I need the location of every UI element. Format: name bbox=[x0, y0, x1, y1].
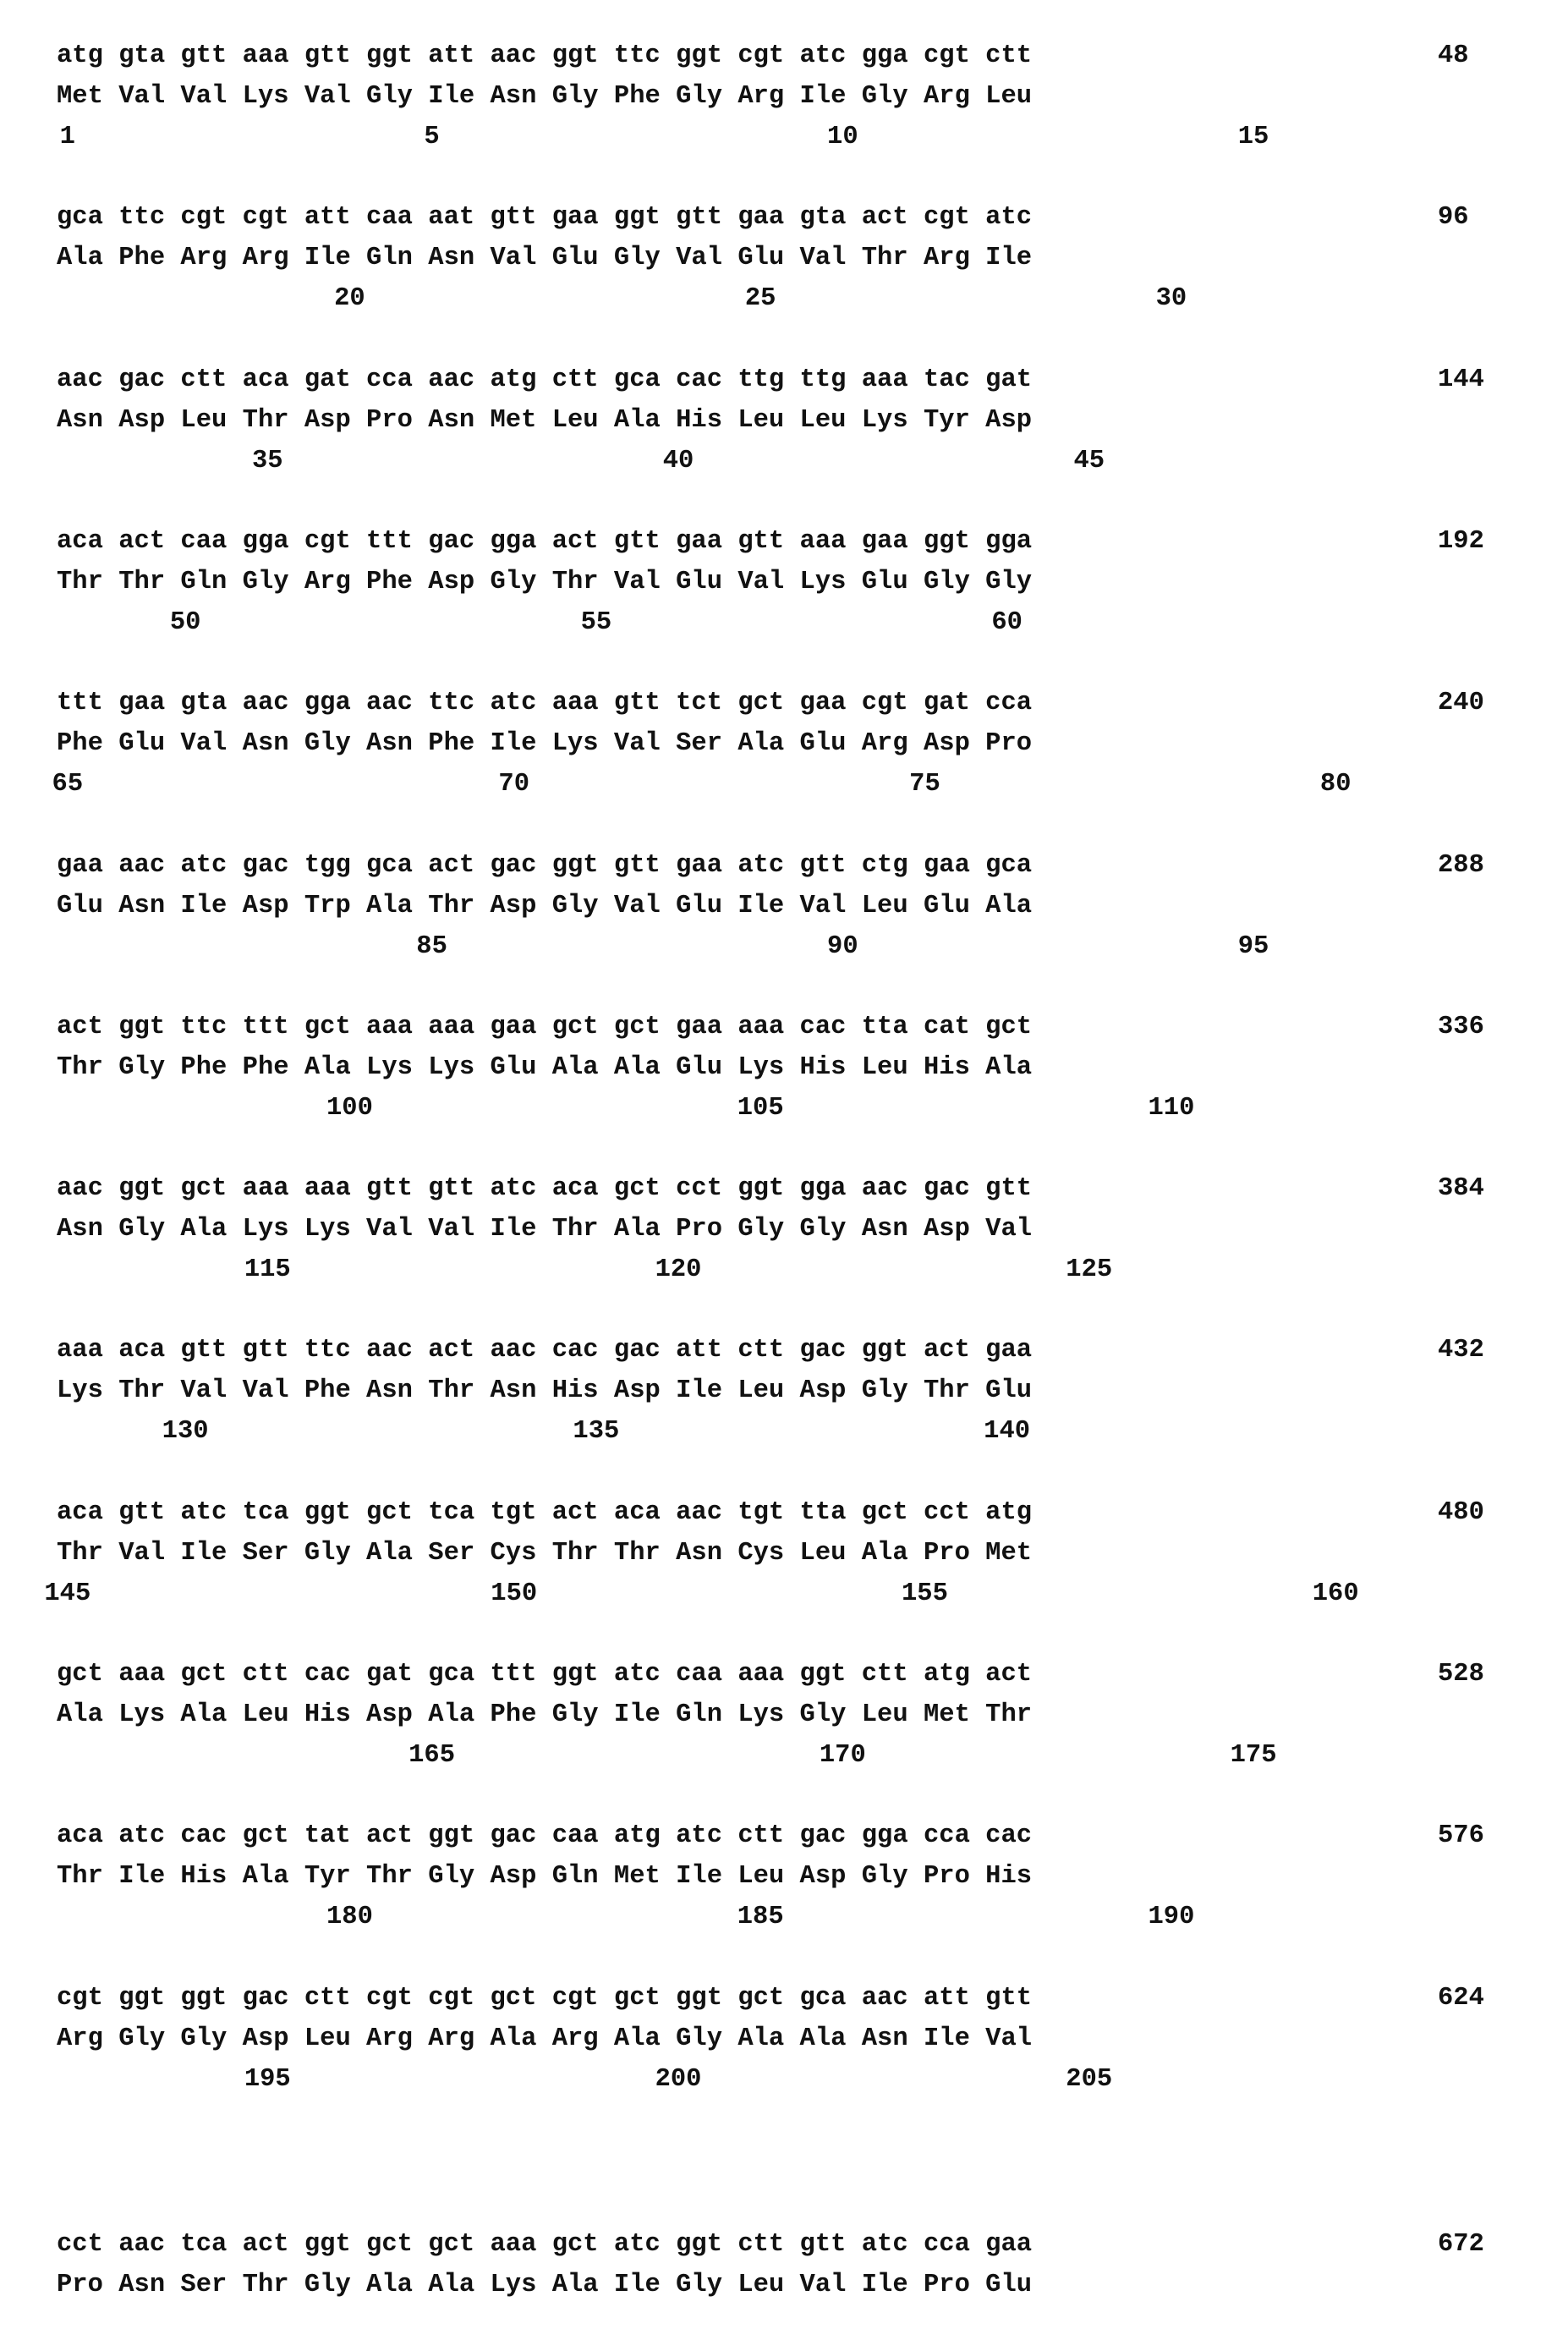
nucleotide-position: 576 bbox=[1438, 1815, 1484, 1856]
sequence-block bbox=[57, 845, 1545, 972]
residue-number: 35 bbox=[252, 441, 283, 481]
residue-number: 70 bbox=[498, 764, 529, 805]
nucleotide-position: 528 bbox=[1438, 1654, 1484, 1695]
sequence-block bbox=[57, 521, 1545, 648]
residue-number: 110 bbox=[1148, 1088, 1194, 1129]
residue-numbering bbox=[57, 1574, 1452, 1614]
amino-acid-residues: Met Val Val Lys Val Gly Ile Asn Gly Phe Gly Arg Ile Gly Arg Leu bbox=[57, 76, 1032, 117]
amino-acid-residues: Thr Thr Gln Gly Arg Phe Asp Gly Thr Val Glu Val Lys Glu Gly Gly bbox=[57, 562, 1032, 602]
nucleotide-position: 144 bbox=[1438, 360, 1484, 400]
residue-number: 85 bbox=[416, 926, 447, 967]
amino-acid-residues: Thr Val Ile Ser Gly Ala Ser Cys Thr Thr Asn Cys Leu Ala Pro Met bbox=[57, 1533, 1032, 1574]
amino-acid-residues: Glu Asn Ile Asp Trp Ala Thr Asp Gly Val Glu Ile Val Leu Glu Ala bbox=[57, 886, 1032, 926]
nucleotide-position: 96 bbox=[1438, 197, 1469, 238]
residue-number: 155 bbox=[902, 1574, 948, 1614]
amino-acid-residues: Arg Gly Gly Asp Leu Arg Arg Ala Arg Ala Gly Ala Ala Asn Ile Val bbox=[57, 2019, 1032, 2059]
nucleotide-codons: ttt gaa gta aac gga aac ttc atc aaa gtt tct gct gaa cgt gat cca bbox=[57, 683, 1032, 723]
residue-numbering bbox=[57, 117, 1452, 157]
residue-numbering bbox=[57, 1250, 1452, 1290]
residue-number: 100 bbox=[326, 1088, 373, 1129]
residue-number: 75 bbox=[909, 764, 940, 805]
residue-number: 125 bbox=[1066, 1250, 1112, 1290]
nucleotide-position: 432 bbox=[1438, 1330, 1484, 1371]
amino-acid-residues: Asn Asp Leu Thr Asp Pro Asn Met Leu Ala His Leu Leu Lys Tyr Asp bbox=[57, 400, 1032, 441]
residue-numbering bbox=[57, 278, 1452, 319]
nucleotide-position: 192 bbox=[1438, 521, 1484, 562]
residue-number: 115 bbox=[244, 1250, 291, 1290]
residue-number: 55 bbox=[581, 602, 612, 643]
residue-number: 165 bbox=[408, 1735, 455, 1776]
residue-number: 200 bbox=[655, 2059, 702, 2100]
residue-numbering bbox=[57, 2305, 1452, 2346]
residue-number: 190 bbox=[1148, 1897, 1194, 1937]
residue-numbering bbox=[57, 1088, 1452, 1129]
residue-number: 15 bbox=[1238, 117, 1269, 157]
residue-numbering bbox=[57, 926, 1452, 967]
nucleotide-codons: aac ggt gct aaa aaa gtt gtt atc aca gct cct ggt gga aac gac gtt bbox=[57, 1168, 1032, 1209]
residue-number: 95 bbox=[1238, 926, 1269, 967]
amino-acid-residues: Ala Phe Arg Arg Ile Gln Asn Val Glu Gly Val Glu Val Thr Arg Ile bbox=[57, 238, 1032, 278]
residue-numbering bbox=[57, 1411, 1452, 1452]
residue-numbering bbox=[57, 1897, 1452, 1937]
sequence-block bbox=[57, 1815, 1545, 1942]
residue-number: 140 bbox=[984, 1411, 1030, 1452]
residue-number: 5 bbox=[424, 117, 439, 157]
residue-number: 180 bbox=[326, 1897, 373, 1937]
nucleotide-codons: gct aaa gct ctt cac gat gca ttt ggt atc caa aaa ggt ctt atg act bbox=[57, 1654, 1032, 1695]
amino-acid-residues: Asn Gly Ala Lys Lys Val Val Ile Thr Ala Pro Gly Gly Asn Asp Val bbox=[57, 1209, 1032, 1250]
nucleotide-position: 624 bbox=[1438, 1978, 1484, 2019]
nucleotide-position: 240 bbox=[1438, 683, 1484, 723]
nucleotide-codons: cgt ggt ggt gac ctt cgt cgt gct cgt gct ggt gct gca aac att gtt bbox=[57, 1978, 1032, 2019]
residue-number: 105 bbox=[737, 1088, 784, 1129]
sequence-block bbox=[57, 1654, 1545, 1781]
sequence-block bbox=[57, 1007, 1545, 1134]
residue-number: 45 bbox=[1073, 441, 1105, 481]
amino-acid-residues: Pro Asn Ser Thr Gly Ala Ala Lys Ala Ile Gly Leu Val Ile Pro Glu bbox=[57, 2265, 1032, 2305]
residue-number: 25 bbox=[745, 278, 776, 319]
residue-number: 120 bbox=[655, 1250, 702, 1290]
residue-number: 50 bbox=[170, 602, 201, 643]
residue-number: 1 bbox=[60, 117, 75, 157]
residue-number: 205 bbox=[1066, 2059, 1112, 2100]
nucleotide-position: 672 bbox=[1438, 2224, 1484, 2265]
nucleotide-codons: aac gac ctt aca gat cca aac atg ctt gca cac ttg ttg aaa tac gat bbox=[57, 360, 1032, 400]
residue-numbering bbox=[57, 2059, 1452, 2100]
amino-acid-residues: Ala Lys Ala Leu His Asp Ala Phe Gly Ile Gln Lys Gly Leu Met Thr bbox=[57, 1695, 1032, 1735]
amino-acid-residues: Phe Glu Val Asn Gly Asn Phe Ile Lys Val Ser Ala Glu Arg Asp Pro bbox=[57, 723, 1032, 764]
residue-number: 30 bbox=[1156, 278, 1187, 319]
residue-number: 10 bbox=[827, 117, 858, 157]
amino-acid-residues: Thr Gly Phe Phe Ala Lys Lys Glu Ala Ala Glu Lys His Leu His Ala bbox=[57, 1047, 1032, 1088]
amino-acid-residues: Thr Ile His Ala Tyr Thr Gly Asp Gln Met Ile Leu Asp Gly Pro His bbox=[57, 1856, 1032, 1897]
sequence-block bbox=[57, 1330, 1545, 1457]
residue-number: 80 bbox=[1320, 764, 1351, 805]
nucleotide-position: 288 bbox=[1438, 845, 1484, 886]
residue-number: 135 bbox=[573, 1411, 619, 1452]
sequence-block bbox=[57, 360, 1545, 486]
residue-numbering bbox=[57, 441, 1452, 481]
residue-number: 170 bbox=[820, 1735, 866, 1776]
sequence-block bbox=[57, 2224, 1545, 2351]
residue-number: 195 bbox=[244, 2059, 291, 2100]
nucleotide-codons: act ggt ttc ttt gct aaa aaa gaa gct gct gaa aaa cac tta cat gct bbox=[57, 1007, 1032, 1047]
residue-number: 60 bbox=[991, 602, 1022, 643]
sequence-block bbox=[57, 197, 1545, 324]
sequence-block bbox=[57, 1168, 1545, 1295]
sequence-block bbox=[57, 1978, 1545, 2105]
nucleotide-codons: gaa aac atc gac tgg gca act gac ggt gtt gaa atc gtt ctg gaa gca bbox=[57, 845, 1032, 886]
sequence-block bbox=[57, 1492, 1545, 1619]
nucleotide-codons: gca ttc cgt cgt att caa aat gtt gaa ggt gtt gaa gta act cgt atc bbox=[57, 197, 1032, 238]
nucleotide-codons: atg gta gtt aaa gtt ggt att aac ggt ttc ggt cgt atc gga cgt ctt bbox=[57, 36, 1032, 76]
residue-number: 160 bbox=[1313, 1574, 1359, 1614]
nucleotide-position: 336 bbox=[1438, 1007, 1484, 1047]
residue-number: 130 bbox=[162, 1411, 209, 1452]
residue-number: 145 bbox=[44, 1574, 90, 1614]
nucleotide-position: 480 bbox=[1438, 1492, 1484, 1533]
residue-number: 65 bbox=[52, 764, 84, 805]
residue-numbering bbox=[57, 602, 1452, 643]
residue-number: 185 bbox=[737, 1897, 784, 1937]
nucleotide-codons: aca act caa gga cgt ttt gac gga act gtt gaa gtt aaa gaa ggt gga bbox=[57, 521, 1032, 562]
residue-number: 40 bbox=[663, 441, 694, 481]
residue-number: 20 bbox=[334, 278, 365, 319]
nucleotide-codons: cct aac tca act ggt gct gct aaa gct atc ggt ctt gtt atc cca gaa bbox=[57, 2224, 1032, 2265]
nucleotide-position: 384 bbox=[1438, 1168, 1484, 1209]
nucleotide-codons: aca gtt atc tca ggt gct tca tgt act aca aac tgt tta gct cct atg bbox=[57, 1492, 1032, 1533]
sequence-block bbox=[57, 683, 1545, 810]
residue-number: 90 bbox=[827, 926, 858, 967]
nucleotide-codons: aca atc cac gct tat act ggt gac caa atg atc ctt gac gga cca cac bbox=[57, 1815, 1032, 1856]
residue-numbering bbox=[57, 1735, 1452, 1776]
sequence-block bbox=[57, 36, 1545, 162]
residue-number: 175 bbox=[1231, 1735, 1277, 1776]
amino-acid-residues: Lys Thr Val Val Phe Asn Thr Asn His Asp Ile Leu Asp Gly Thr Glu bbox=[57, 1371, 1032, 1411]
nucleotide-position: 48 bbox=[1438, 36, 1469, 76]
residue-number: 150 bbox=[491, 1574, 537, 1614]
nucleotide-codons: aaa aca gtt gtt ttc aac act aac cac gac att ctt gac ggt act gaa bbox=[57, 1330, 1032, 1371]
residue-numbering bbox=[57, 764, 1452, 805]
